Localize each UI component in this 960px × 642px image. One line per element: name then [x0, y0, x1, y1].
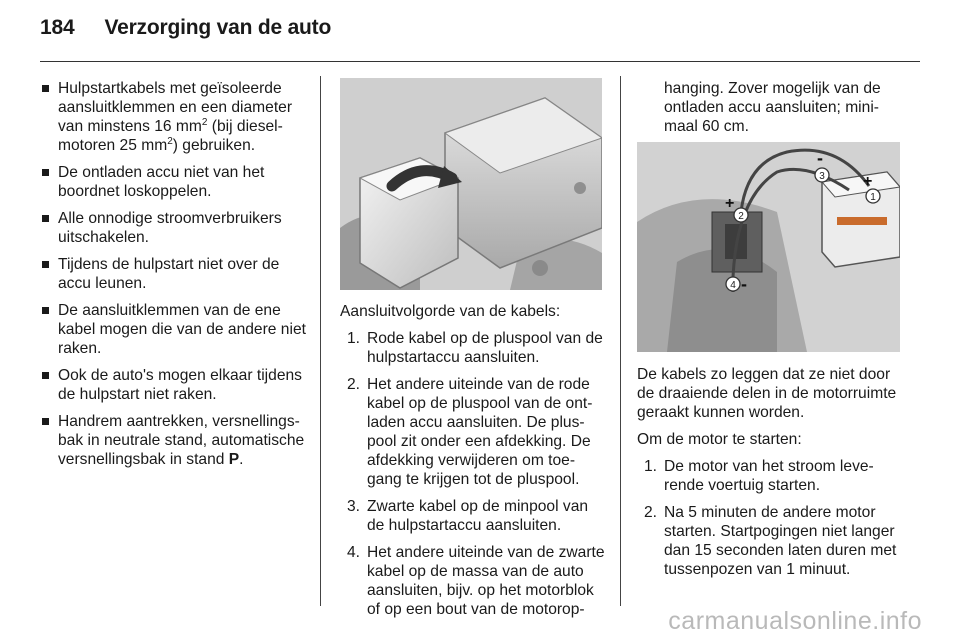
plus-sign-1: + [863, 173, 873, 190]
bullet-item: De ontladen accu niet van het boordnet loskoppelen. [40, 163, 308, 201]
list-item: 3. Zwarte kabel op de minpool van de hulpstartaccu aansluiten. [346, 498, 589, 534]
battery-cover-drawing [340, 78, 602, 290]
plus-sign-2: + [725, 195, 735, 212]
bullet-square [42, 169, 49, 176]
bullet-square [42, 372, 49, 379]
connection-order-intro: Aansluitvolgorde van de kabels: [340, 303, 561, 320]
bullet-item: Tijdens de hulpstart niet over de accu leunen. [40, 255, 308, 293]
bullet-item: Alle onnodige stroomverbruikers uitschakelen. [40, 209, 308, 247]
callout-2: 2 [738, 211, 744, 222]
bullet-square [42, 307, 49, 314]
right-column-top [637, 79, 907, 136]
callout-1: 1 [870, 192, 876, 203]
page-title: Verzorging van de auto [104, 16, 332, 39]
bullet-square [42, 215, 49, 222]
bullet-square [42, 85, 49, 92]
cable-routing-paragraph: De kabels zo leggen dat ze niet door de draaiende delen in de motorruimte geraakt kunnen worden. [637, 366, 897, 421]
bullet-item: De aansluitklemmen van de ene kabel mogen die van de andere niet raken. [40, 301, 308, 358]
page-header [40, 16, 331, 40]
bullet-item: Ook de auto's mogen elkaar tijdens de hulpstart niet raken. [40, 366, 308, 404]
left-column [40, 79, 308, 477]
list-item: 4. Het andere uiteinde van de zwarte kabel op de massa van de auto aansluiten, bijv. op het motorblok of op een bout van de motorop- [346, 544, 605, 618]
bullet-square [42, 418, 49, 425]
right-column-bottom [637, 365, 907, 587]
minus-sign-2: - [741, 274, 747, 294]
step-continuation: hanging. Zover mogelijk van de ontladen accu aansluiten; mini-maal 60 cm. [664, 80, 881, 135]
watermark: carmanualsonline.info [668, 607, 922, 635]
page-number: 184 [40, 16, 75, 39]
bullet-item: Hulpstartkabels met geïsoleerde aansluitklemmen en een diameter van minstens 16 $mm^2$ (bij diesel-motoren 25 $mm^2$) gebruiken. [40, 79, 308, 155]
list-item: 1. De motor van het stroom leve-rende voertuig starten. [643, 458, 874, 494]
list-item: 1. Rode kabel op de pluspool van de hulpstartaccu aansluiten. [346, 330, 603, 366]
callout-3: 3 [819, 171, 825, 182]
battery-cover-illustration [340, 78, 602, 290]
header-rule [40, 61, 920, 62]
jump-start-drawing [637, 142, 900, 352]
start-engine-intro: Om de motor te starten: [637, 431, 802, 448]
minus-sign-1: - [817, 148, 823, 168]
list-item: 2. Na 5 minuten de andere motor starten. Startpogingen niet langer dan 15 seconden laten duren met tussenpozen van 1 minuut. [643, 504, 897, 578]
jump-start-diagram [637, 142, 900, 352]
callout-4: 4 [730, 280, 736, 291]
column-divider-2 [620, 76, 621, 606]
bullet-square [42, 261, 49, 268]
middle-column [340, 302, 608, 627]
bullet-item: Handrem aantrekken, versnellings-bak in neutrale stand, automatische versnellingsbak in stand P. [40, 412, 308, 469]
column-divider-1 [320, 76, 321, 606]
list-item: 2. Het andere uiteinde van de rode kabel op de pluspool van de ont-laden accu aansluiten. De plus-pool zit onder een afdekking. De afdekking verwijderen om toe-gang te krijgen tot de pluspool. [346, 376, 593, 488]
